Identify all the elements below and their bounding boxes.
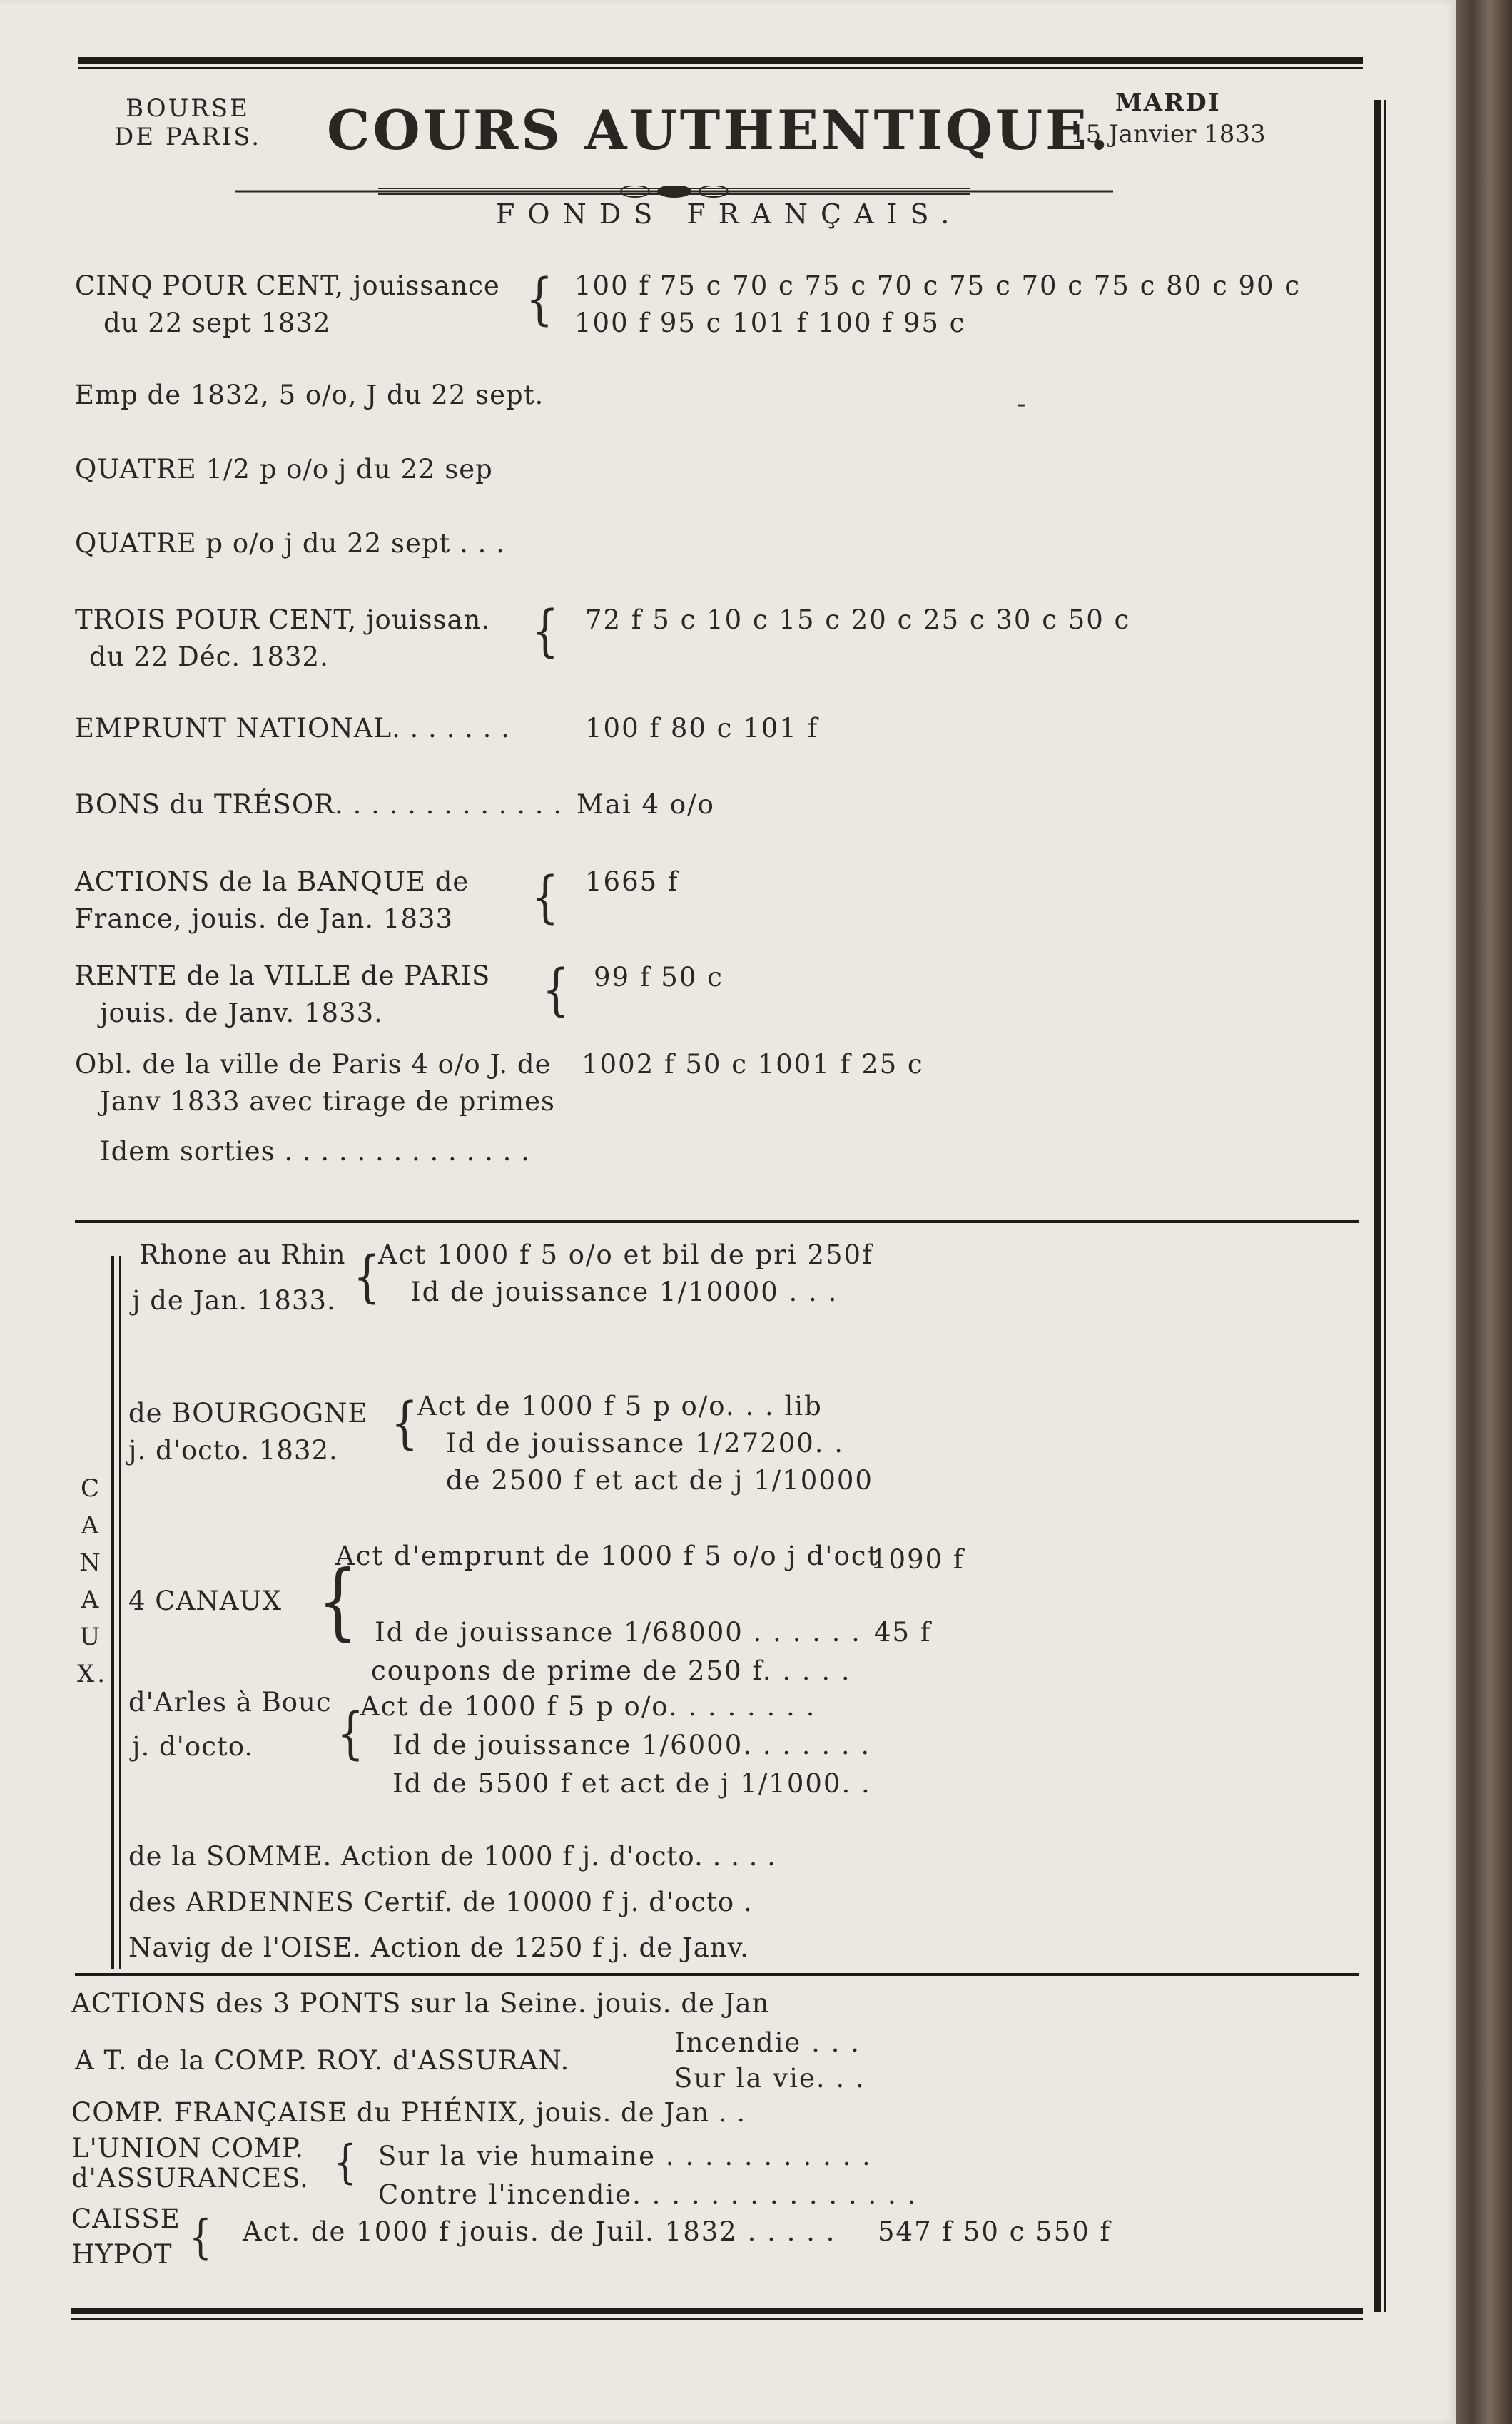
fonds-row-4-label: QUATRE p o/o j du 22 sept . . .	[75, 528, 505, 559]
book-spine	[1456, 0, 1512, 2424]
fonds-row-10-value: 1002 f 50 c 1001 f 25 c	[582, 1049, 924, 1080]
fonds-row-2-value: -	[1017, 388, 1028, 419]
fonds-row-1-label	[75, 268, 500, 342]
bourgogne-line1: de BOURGOGNE	[128, 1398, 368, 1429]
canaux-letter: A	[81, 1511, 102, 1540]
right-border-thin	[1384, 100, 1386, 2312]
fonds-row-10-line2: Janv 1833 avec tirage de primes	[100, 1086, 555, 1117]
fonds-row-5-value: 72 f 5 c 10 c 15 c 20 c 25 c 30 c 50 c	[585, 604, 1131, 635]
canal-somme: de la SOMME. Action de 1000 f j. d'octo. . . . .	[128, 1841, 776, 1872]
brace: {	[526, 267, 554, 333]
bourgogne-line2: j. d'octo. 1832.	[128, 1435, 338, 1466]
quatre-canaux-action-2: Id de jouissance 1/68000 . . . . . .	[375, 1617, 861, 1648]
fonds-row-1-line1: CINQ POUR CENT, jouissance	[75, 270, 500, 301]
brace: {	[532, 865, 559, 930]
quatre-canaux-action-1: Act d'emprunt de 1000 f 5 o/o j d'oct	[335, 1541, 880, 1571]
arles-line2: j. d'octo.	[132, 1731, 254, 1762]
fonds-row-8-line1: ACTIONS de la BANQUE de	[75, 866, 470, 897]
day-label: MARDI	[1115, 88, 1221, 117]
quatre-canaux-action-2-value: 45 f	[874, 1617, 932, 1648]
canal-oise: Navig de l'OISE. Action de 1250 f j. de Janv.	[128, 1932, 749, 1963]
fonds-row-8-line2: France, jouis. de Jan. 1833	[75, 903, 454, 934]
brace: {	[532, 599, 559, 664]
bourgogne-action-1: Act de 1000 f 5 p o/o. . . lib	[417, 1391, 823, 1421]
arles-action-2: Id de jouissance 1/6000. . . . . . .	[392, 1730, 871, 1760]
fonds-row-10-line1: Obl. de la ville de Paris 4 o/o J. de	[75, 1049, 552, 1080]
canaux-left-bar	[111, 1256, 114, 1969]
brace: {	[318, 1553, 359, 1650]
canaux-letter: C	[80, 1474, 102, 1503]
canal-bourgogne-actions	[417, 1388, 873, 1499]
assurance-label: A T. de la COMP. ROY. d'ASSURAN.	[75, 2045, 570, 2076]
rhone-action-2: Id de jouissance 1/10000 . . .	[410, 1277, 838, 1307]
union-incendie: Contre l'incendie. . . . . . . . . . . . . . .	[378, 2179, 918, 2210]
fonds-row-11-label: Idem sorties . . . . . . . . . . . . . .	[100, 1136, 530, 1167]
fonds-row-5-line1: TROIS POUR CENT, jouissan.	[75, 604, 491, 635]
fonds-row-8-label	[75, 863, 469, 938]
caisse-label	[71, 2201, 181, 2273]
canal-ardennes: des ARDENNES Certif. de 10000 f j. d'octo .	[128, 1887, 753, 1917]
canaux-letter: N	[79, 1548, 103, 1577]
union-options	[378, 2137, 917, 2214]
caisse-value: 547 f 50 c 550 f	[878, 2216, 1112, 2247]
page-title: COURS AUTHENTIQUE.	[327, 98, 1112, 162]
bourse-line2: DE PARIS.	[114, 123, 262, 151]
arles-line1: d'Arles à Bouc	[128, 1687, 332, 1718]
caisse-action: Act. de 1000 f jouis. de Juil. 1832 . . . . .	[243, 2216, 836, 2247]
canaux-vertical-label	[77, 1470, 106, 1693]
section-heading: FONDS FRANÇAIS.	[496, 198, 963, 230]
ornamental-rule	[235, 186, 1113, 193]
brace: {	[334, 2135, 357, 2189]
fonds-row-8-value: 1665 f	[585, 866, 679, 897]
canal-arles-label	[128, 1684, 332, 1765]
fonds-row-5-label	[75, 602, 490, 676]
canal-arles-actions	[360, 1688, 871, 1803]
union-vie: Sur la vie humaine . . . . . . . . . . .	[378, 2141, 872, 2171]
assurance-vie: Sur la vie. . .	[674, 2063, 866, 2094]
bourgogne-action-2: Id de jouissance 1/27200. .	[446, 1428, 845, 1459]
fonds-row-6-value: 100 f 80 c 101 f	[585, 713, 819, 744]
canal-rhone-actions	[378, 1237, 873, 1311]
caisse-line2: HYPOT	[71, 2239, 173, 2270]
brace: {	[337, 1701, 365, 1767]
top-rule	[78, 57, 1363, 64]
fonds-row-9-label	[75, 958, 490, 1032]
brace: {	[542, 958, 570, 1023]
fonds-row-10-label	[75, 1046, 555, 1120]
union-line1: L'UNION COMP.	[71, 2133, 305, 2164]
rhone-action-1: Act 1000 f 5 o/o et bil de pri 250f	[378, 1239, 873, 1270]
union-label	[71, 2134, 309, 2194]
brace: {	[189, 2210, 212, 2264]
bourgogne-action-3: de 2500 f et act de j 1/10000	[446, 1465, 873, 1496]
brace: {	[391, 1391, 419, 1456]
quatre-canaux-action-3: coupons de prime de 250 f. . . . .	[371, 1655, 851, 1686]
caisse-line1: CAISSE	[71, 2204, 181, 2234]
right-border	[1374, 100, 1381, 2312]
fonds-row-1-line2: du 22 sept 1832	[103, 308, 331, 338]
canaux-letter: A	[81, 1586, 102, 1614]
brace: {	[353, 1244, 381, 1310]
quatre-canaux-label: 4 CANAUX	[128, 1586, 282, 1616]
phenix-row: COMP. FRANÇAISE du PHÉNIX, jouis. de Jan . .	[71, 2097, 746, 2128]
canaux-letter: U	[79, 1623, 103, 1651]
date-label: 15 Janvier 1833	[1070, 120, 1266, 148]
canal-rhone-label	[132, 1237, 345, 1319]
fonds-row-7-label: BONS du TRÉSOR. . . . . . . . . . . . .	[75, 789, 563, 820]
canal-bourgogne-label	[128, 1395, 367, 1469]
top-rule-thin	[78, 67, 1363, 69]
fonds-row-1-value2: 100 f 95 c 101 f 100 f 95 c	[574, 308, 966, 338]
fonds-row-9-line1: RENTE de la VILLE de PARIS	[75, 960, 491, 991]
bourse-de-paris	[114, 94, 261, 151]
fonds-row-6-label: EMPRUNT NATIONAL. . . . . . .	[75, 713, 510, 744]
bottom-rule	[71, 2308, 1363, 2314]
fonds-row-9-line2: jouis. de Janv. 1833.	[100, 998, 383, 1028]
fonds-row-9-value: 99 f 50 c	[594, 962, 724, 993]
ponts-row: ACTIONS des 3 PONTS sur la Seine. jouis. de Jan	[71, 1988, 770, 2019]
fonds-row-2-label: Emp de 1832, 5 o/o, J du 22 sept.	[75, 380, 544, 410]
fonds-row-7-value: Mai 4 o/o	[577, 789, 715, 820]
fonds-row-1-value	[574, 268, 1301, 342]
union-line2: d'ASSURANCES.	[71, 2163, 309, 2194]
rhone-line1: Rhone au Rhin	[139, 1239, 346, 1270]
assurance-options	[674, 2025, 866, 2096]
canaux-letter: X.	[77, 1660, 108, 1688]
fonds-row-5-line2: du 22 Déc. 1832.	[89, 642, 329, 672]
date-block	[1070, 87, 1266, 150]
quatre-canaux-action-1-value: 1090 f	[871, 1544, 965, 1575]
arles-action-1: Act de 1000 f 5 p o/o. . . . . . . .	[360, 1691, 816, 1722]
fonds-row-3-label: QUATRE 1/2 p o/o j du 22 sep	[75, 454, 493, 485]
bottom-rule-thin	[71, 2318, 1363, 2320]
bottom-section-rule	[75, 1973, 1359, 1976]
arles-action-3: Id de 5500 f et act de j 1/1000. .	[392, 1768, 871, 1799]
canaux-top-rule	[75, 1220, 1359, 1223]
canaux-left-bar-thin	[119, 1256, 121, 1969]
rhone-line2: j de Jan. 1833.	[132, 1285, 336, 1316]
fonds-row-1-value1: 100 f 75 c 70 c 75 c 70 c 75 c 70 c 75 c 80 c 90 c	[574, 270, 1302, 301]
bourse-line1: BOURSE	[126, 94, 250, 123]
assurance-incendie: Incendie . . .	[674, 2027, 861, 2058]
